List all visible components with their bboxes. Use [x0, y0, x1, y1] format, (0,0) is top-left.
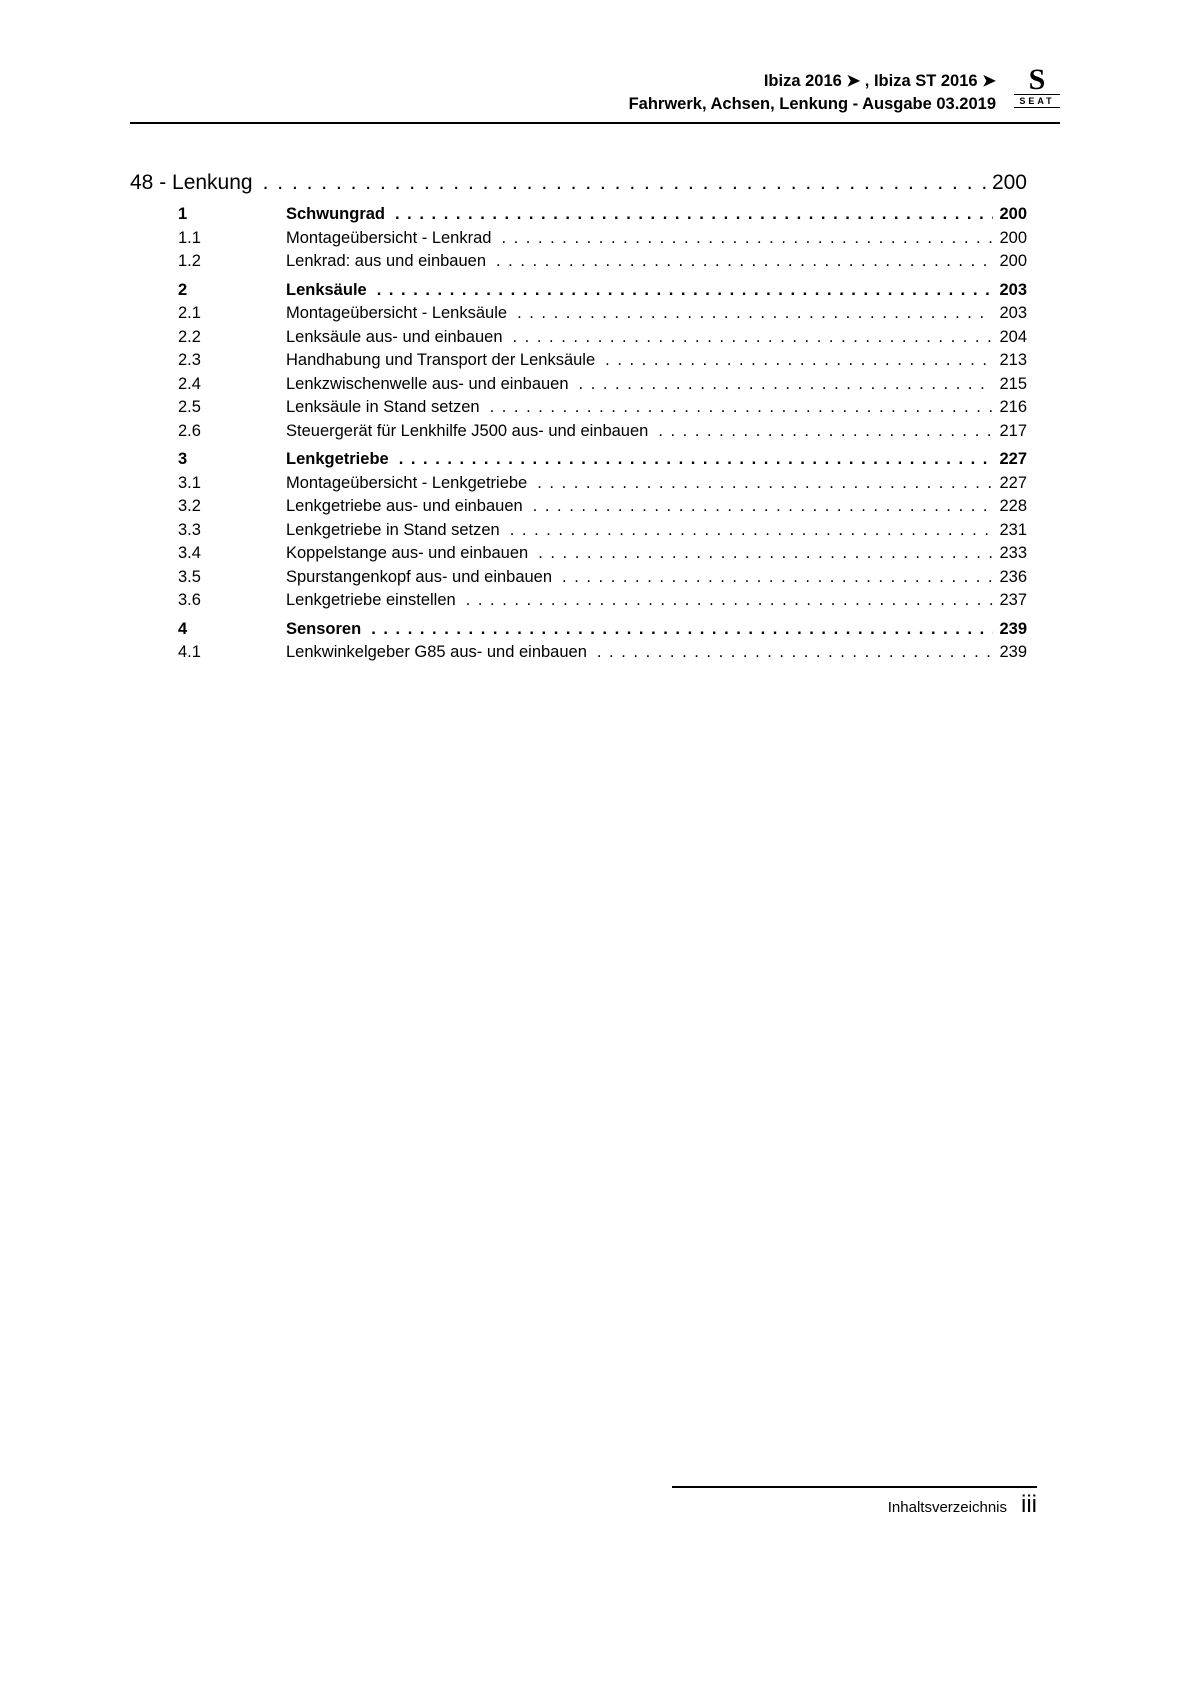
toc-entry-title: Montageübersicht - Lenkrad — [286, 228, 492, 247]
toc-entry-number: 1.1 — [178, 228, 201, 247]
toc-entry-page: 204 — [999, 327, 1027, 346]
toc-entry-number: 2.3 — [178, 351, 201, 369]
toc-row — [130, 566, 1027, 590]
toc-entry-title: Lenksäule aus- und einbauen — [286, 327, 503, 346]
toc-row — [130, 641, 1027, 665]
toc-entry-page: 217 — [999, 421, 1027, 440]
toc-entry-title: Handhabung und Transport der Lenksäule — [286, 351, 596, 369]
header-rule — [130, 122, 1060, 124]
toc-entry-number: 2.1 — [178, 304, 201, 322]
toc-entry-page: 237 — [999, 591, 1027, 609]
toc-entry-title: Lenkwinkelgeber G85 aus- und einbauen — [286, 643, 587, 661]
toc-entry-number: 4 — [178, 619, 188, 638]
toc-row — [130, 250, 1027, 274]
footer-page-number: iii — [1021, 1491, 1037, 1518]
header-models-line: Ibiza 2016 ➤ , Ibiza ST 2016 ➤ — [763, 72, 996, 90]
toc-entry-page: 203 — [999, 304, 1027, 322]
dot-leader — [597, 641, 994, 665]
toc-entry-title: Montageübersicht - Lenkgetriebe — [286, 473, 528, 492]
toc-entry-number: 3.3 — [178, 520, 201, 539]
toc-entry-number: 4.1 — [178, 643, 201, 661]
toc-entry-page: 239 — [999, 643, 1027, 661]
toc-row — [130, 618, 1027, 642]
toc-entry-title: Lenkrad: aus und einbauen — [286, 252, 486, 270]
toc-entry-title: Lenksäule — [286, 280, 367, 299]
dot-leader — [377, 279, 994, 303]
toc-entry-title: Steuergerät für Lenkhilfe J500 aus- und einbauen — [286, 421, 649, 440]
toc-entry-page: 228 — [999, 497, 1027, 515]
header-text — [629, 70, 996, 116]
toc-entry-number: 2.5 — [178, 398, 201, 416]
toc-entry-title: Sensoren — [286, 619, 362, 638]
toc-entry-title: Lenkzwischenwelle aus- und einbauen — [286, 374, 569, 393]
toc-row — [130, 448, 1027, 472]
seat-logo-wordmark: SEAT — [1014, 94, 1060, 108]
toc-row — [130, 519, 1027, 543]
toc-entry-page: 216 — [999, 398, 1027, 416]
toc-entry-number: 3.4 — [178, 544, 201, 562]
toc-entry-title: Spurstangenkopf aus- und einbauen — [286, 567, 553, 586]
page-footer — [672, 1486, 1037, 1517]
toc-entry-number: 1.2 — [178, 252, 201, 270]
toc-entry-page: 200 — [999, 252, 1027, 270]
toc-entry-page: 239 — [999, 619, 1027, 638]
footer-label: Inhaltsverzeichnis — [887, 1499, 1007, 1516]
toc-entry-title: Lenksäule in Stand setzen — [286, 398, 480, 416]
toc-entry-page: 227 — [999, 473, 1027, 492]
dot-leader — [466, 589, 994, 613]
page-header — [130, 63, 1060, 124]
toc-row — [130, 227, 1027, 251]
dot-leader — [496, 250, 993, 274]
toc-entry-number: 2.4 — [178, 374, 201, 393]
toc-entry-number: 2 — [178, 280, 188, 299]
toc-entry-title: Lenkgetriebe — [286, 450, 389, 468]
toc-row — [130, 203, 1027, 227]
toc-entry-page: 236 — [999, 567, 1027, 586]
toc-entry-page: 213 — [999, 351, 1027, 369]
dot-leader — [537, 472, 993, 496]
toc-entry-title: Lenkgetriebe aus- und einbauen — [286, 497, 523, 515]
toc-entry-page: 200 — [999, 228, 1027, 247]
toc-row — [130, 396, 1027, 420]
dot-leader — [579, 373, 994, 397]
toc-entry-title: Schwungrad — [286, 205, 386, 223]
toc-list — [130, 203, 1027, 665]
toc-chapter-row — [130, 168, 1027, 198]
toc-entry-number: 3.5 — [178, 567, 201, 586]
dot-leader — [501, 227, 993, 251]
dot-leader — [538, 542, 993, 566]
header-title-line: Fahrwerk, Achsen, Lenkung - Ausgabe 03.2019 — [628, 95, 996, 113]
dot-leader — [513, 326, 994, 350]
toc-entry-page: 231 — [999, 520, 1027, 539]
toc-entry-number: 3.2 — [178, 497, 201, 515]
dot-leader — [371, 618, 993, 642]
footer-rule — [672, 1486, 1037, 1488]
toc-row — [130, 589, 1027, 613]
toc-row — [130, 373, 1027, 397]
table-of-contents — [130, 168, 1027, 665]
toc-entry-number: 3.6 — [178, 591, 201, 609]
toc-entry-page: 233 — [999, 544, 1027, 562]
toc-entry-number: 3.1 — [178, 473, 201, 492]
toc-entry-title: Lenkgetriebe in Stand setzen — [286, 520, 500, 539]
dot-leader — [399, 448, 994, 472]
dot-leader — [605, 349, 993, 373]
dot-leader — [562, 566, 993, 590]
toc-entry-page: 227 — [999, 450, 1027, 468]
dot-leader — [517, 302, 993, 326]
toc-entry-number: 3 — [178, 450, 188, 468]
toc-row — [130, 349, 1027, 373]
toc-entry-title: Montageübersicht - Lenksäule — [286, 304, 508, 322]
dot-leader — [395, 203, 993, 227]
toc-entry-number: 1 — [178, 205, 188, 223]
toc-entry-page: 203 — [999, 280, 1027, 299]
toc-row — [130, 542, 1027, 566]
toc-row — [130, 302, 1027, 326]
dot-leader — [263, 168, 986, 198]
seat-logo-emblem-icon: S — [1028, 63, 1046, 96]
toc-row — [130, 326, 1027, 350]
dot-leader — [510, 519, 994, 543]
toc-row — [130, 495, 1027, 519]
dot-leader — [533, 495, 994, 519]
toc-chapter-title: 48 - Lenkung — [130, 171, 253, 194]
dot-leader — [658, 420, 993, 444]
toc-entry-number: 2.2 — [178, 327, 201, 346]
toc-row — [130, 472, 1027, 496]
toc-row — [130, 279, 1027, 303]
toc-entry-page: 200 — [999, 205, 1027, 223]
toc-entry-title: Lenkgetriebe einstellen — [286, 591, 456, 609]
dot-leader — [490, 396, 994, 420]
toc-entry-number: 2.6 — [178, 421, 201, 440]
toc-entry-page: 215 — [999, 374, 1027, 393]
toc-row — [130, 420, 1027, 444]
seat-logo — [1014, 63, 1060, 108]
toc-chapter-page: 200 — [991, 171, 1027, 194]
toc-entry-title: Koppelstange aus- und einbauen — [286, 544, 529, 562]
